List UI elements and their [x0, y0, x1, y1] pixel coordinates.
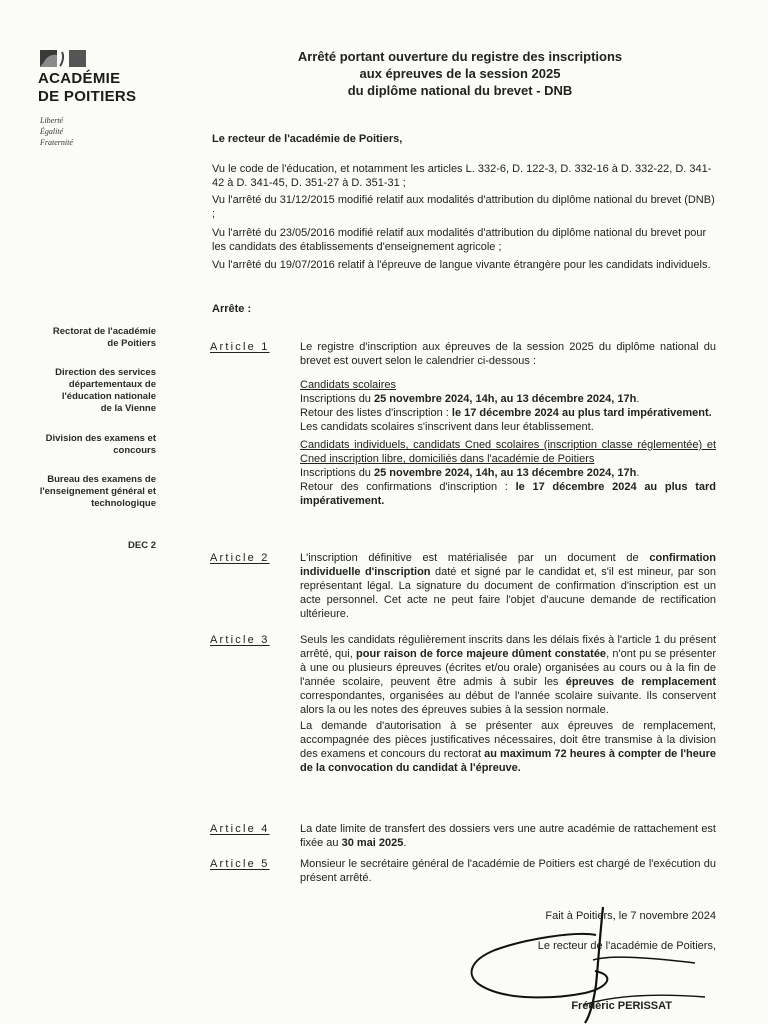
academy-logo-title: ACADÉMIE DE POITIERS — [38, 70, 137, 105]
article-2-label: Article 2 — [210, 552, 270, 564]
article-1-label: Article 1 — [210, 341, 270, 353]
article-2-body: L'inscription définitive est matérialisée par un document de confirmation individuelle d'inscription daté et signé par le candidat et, s'il est mineur, par son représentant légal. La signature du document de confirmation d'inscription est un acte personnel. Cet acte ne peut faire l'objet d'aucune demande de rectification ultérieure. — [300, 552, 716, 620]
marianne-logo-icon — [40, 50, 86, 67]
issuer-line: Le recteur de l'académie de Poitiers, — [212, 133, 403, 145]
place-date: Fait à Poitiers, le 7 novembre 2024 — [545, 910, 716, 922]
visa-4: Vu l'arrêté du 19/07/2016 relatif à l'épreuve de langue vivante étrangère pour les candidats individuels. — [212, 259, 711, 271]
article-4-body: La date limite de transfert des dossiers vers une autre académie de rattachement est fixée au 30 mai 2025. — [300, 823, 716, 849]
article-1-body: Le registre d'inscription aux épreuves de la session 2025 du diplôme national du brevet est ouvert selon le calendrier ci-dessous : Candidats scolaires Inscriptions du 25 novembre 2024, 14h, au 13 décembre 2024, 17h. Retour des listes d'inscription : le 17 décembre 2024 au plus tard impérativement. Les candidats scolaires s'inscrivent dans leur établissement. Candidats individuels, candidats Cned scolaires (inscription classe réglementée) et Cned inscription libre, domiciliés dans l'académie de Poitiers Inscriptions du 25 novembre 2024, 14h, au 13 décembre 2024, 17h. Retour des confirmations d'inscription : le 17 décembre 2024 au plus tard impérativement. — [300, 341, 716, 507]
sidebar-bureau: Bureau des examens de l'enseignement général et technologique — [39, 474, 156, 509]
article-4-label: Article 4 — [210, 823, 270, 835]
sidebar-rectorat: Rectorat de l'académie de Poitiers — [52, 326, 156, 349]
signatory-role: Le recteur de l'académie de Poitiers, — [537, 940, 716, 952]
sidebar-division: Division des examens et concours — [45, 433, 156, 456]
visa-3: Vu l'arrêté du 23/05/2016 modifié relatif aux modalités d'attribution du diplôme national du brevet pour les candidats des établissements d'enseignement agricole ; — [212, 227, 707, 253]
visa-2: Vu l'arrêté du 31/12/2015 modifié relatif aux modalités d'attribution du diplôme national du brevet (DNB) ; — [212, 194, 715, 220]
sidebar-service-code: DEC 2 — [128, 540, 156, 551]
article-3-body: Seuls les candidats régulièrement inscrits dans les délais fixés à l'article 1 du présent arrêté, qui, pour raison de force majeure dûment constatée, n'ont pu se présenter à une ou plusieurs épreuves (écrites et/ou orale) organisées au cours ou à la fin de l'année scolaire, peuvent être admis à subir les épreuves de remplacement correspondantes, organisées au début de l'année scolaire suivante. Ils conservent alors la ou les notes des épreuves subies à la session normale. La demande d'autorisation à se présenter aux épreuves de remplacement, accompagnée des pièces justificatives nécessaires, doit être transmise à la division des examens et concours du rectorat au maximum 72 heures à compter de l'heure de la convocation du candidat à l'épreuve. — [300, 634, 716, 774]
visa-1: Vu le code de l'éducation, et notamment les articles L. 332-6, D. 122-3, D. 332-16 à D. 332-22, D. 341-42 à D. 341-45, D. 351-27 à D. 351-31 ; — [212, 163, 712, 189]
republic-motto: Liberté Égalité Fraternité — [40, 116, 73, 147]
sidebar-direction: Direction des services départementaux de l'éducation nationale de la Vienne — [55, 367, 156, 414]
arrete-label: Arrête : — [212, 303, 252, 315]
article-5-body: Monsieur le secrétaire général de l'académie de Poitiers est chargé de l'exécution du présent arrêté. — [300, 858, 716, 884]
signatory-name: Frédéric PERISSAT — [571, 1000, 672, 1012]
document-title: Arrêté portant ouverture du registre des inscriptions aux épreuves de la session 2025 du diplôme national du brevet - DNB — [297, 49, 623, 98]
article-5-label: Article 5 — [210, 858, 270, 870]
article-3-label: Article 3 — [210, 634, 270, 646]
